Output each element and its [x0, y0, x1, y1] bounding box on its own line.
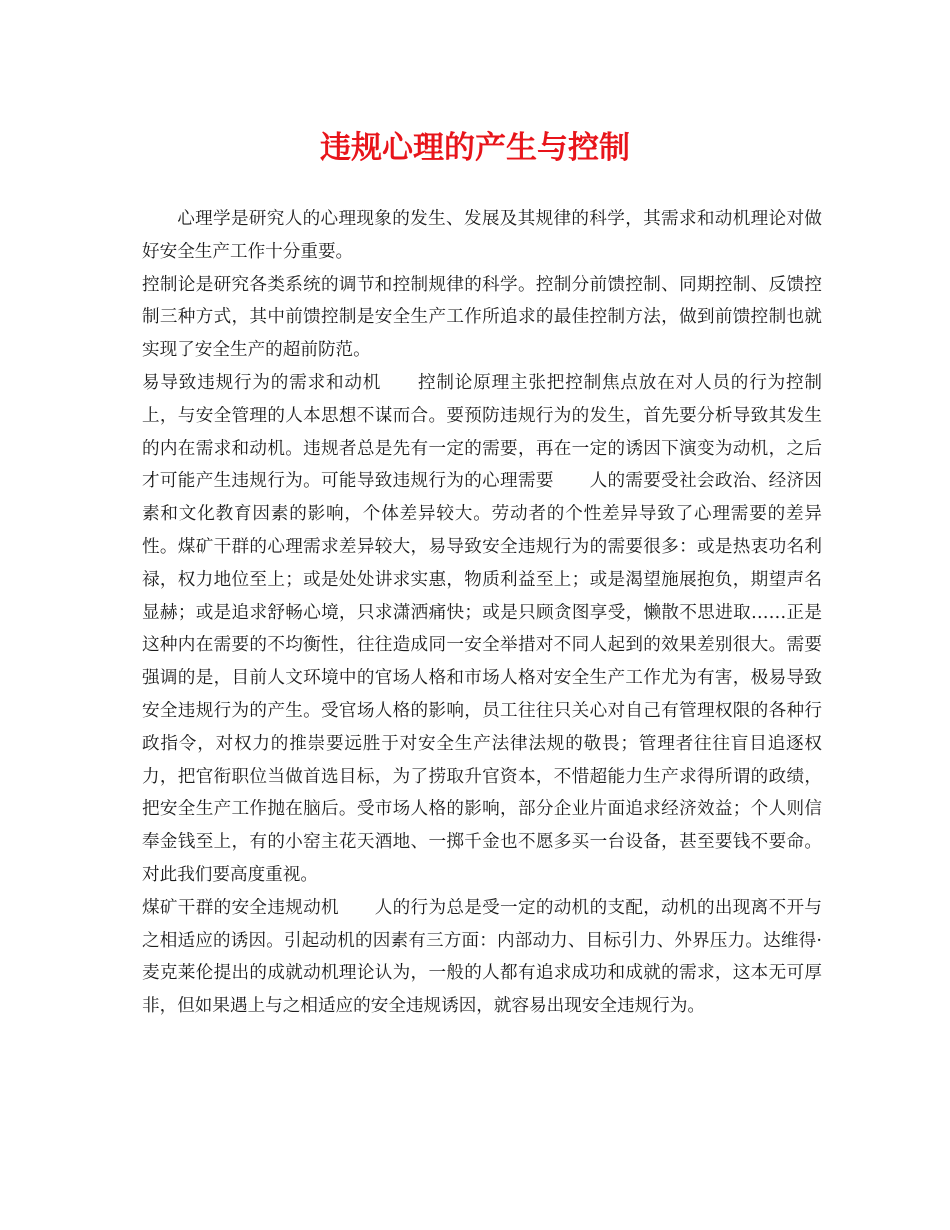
paragraph-intro: 心理学是研究人的心理现象的发生、发展及其规律的科学，其需求和动机理论对做好安全生产工作十分重要。	[142, 209, 822, 262]
paragraph-needs-and-motives: 易导致违规行为的需求和动机 控制论原理主张把控制焦点放在对人员的行为控制上，与安全管理的人本思想不谋而合。要预防违规行为的发生，首先要分析导致其发生的内在需求和动机。违规者总是先有一定的需要，再在一定的诱因下演变为动机，之后才可能产生违规行为。可能导致违规行为的心理需要 人的需要受社会政治、经济因素和文化教育因素的影响，个体差异较大。劳动者的个性差异导致了心理需要的差异性。煤矿干群的心理需求差异较大，易导致安全违规行为的需要很多：或是热衷功名利禄，权力地位至上；或是处处讲求实惠，物质利益至上；或是渴望施展抱负，期望声名显赫；或是追求舒畅心境，只求潇洒痛快；或是只顾贪图享受，懒散不思进取……正是这种内在需要的不均衡性，往往造成同一安全举措对不同人起到的效果差别很大。需要强调的是，目前人文环境中的官场人格和市场人格对安全生产工作尤为有害，极易导致安全违规行为的产生。受官场人格的影响，员工往往只关心对自己有管理权限的各种行政指令，对权力的推崇要远胜于对安全生产法律法规的敬畏；管理者往往盲目追逐权力，把官衔职位当做首选目标，为了捞取升官资本，不惜超能力生产求得所谓的政绩，把安全生产工作抛在脑后。受市场人格的影响，部分企业片面追求经济效益；个人则信奉金钱至上，有的小窑主花天酒地、一掷千金也不愿多买一台设备，甚至要钱不要命。对此我们要高度重视。	[142, 372, 822, 885]
document-body	[142, 203, 822, 1023]
document-title: 违规心理的产生与控制	[320, 130, 630, 166]
paragraph-violation-motives: 煤矿干群的安全违规动机 人的行为总是受一定的动机的支配，动机的出现离不开与之相适应的诱因。引起动机的因素有三方面：内部动力、目标引力、外界压力。达维得·麦克莱伦提出的成就动机理论认为，一般的人都有追求成功和成就的需求，这本无可厚非，但如果遇上与之相适应的安全违规诱因，就容易出现安全违规行为。	[142, 897, 822, 1017]
paragraph-control-theory: 控制论是研究各类系统的调节和控制规律的科学。控制分前馈控制、同期控制、反馈控制三种方式，其中前馈控制是安全生产工作所追求的最佳控制方法，做到前馈控制也就实现了安全生产的超前防范。	[142, 274, 822, 361]
